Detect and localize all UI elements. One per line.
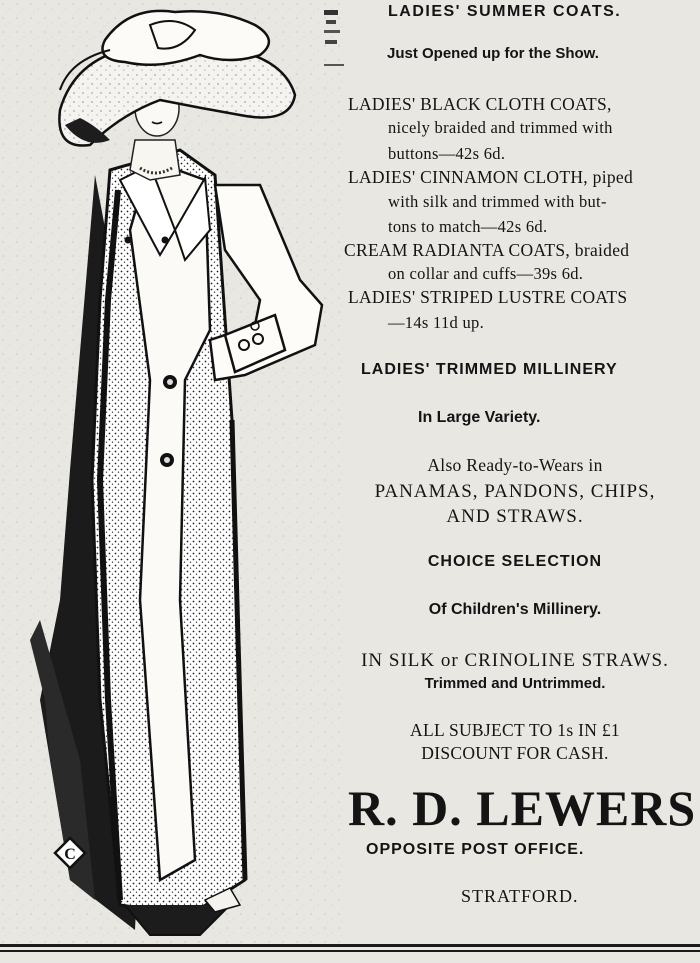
- merchant-name: R. D. LEWERS: [348, 780, 697, 836]
- choice-selection-heading: CHOICE SELECTION: [427, 553, 603, 570]
- hat-styles-line-1: PANAMAS, PANDONS, CHIPS,: [374, 481, 656, 502]
- millinery-heading: LADIES' TRIMMED MILLINERY: [361, 361, 618, 378]
- blouse-neck: [130, 140, 180, 180]
- advertisement-copy: [330, 0, 700, 945]
- straw-materials-line: IN SILK or CRINOLINE STRAWS.: [361, 650, 669, 671]
- coat-item-3-desc: on collar and cuffs—39s 6d.: [388, 264, 584, 283]
- coat-item-1-title: LADIES' BLACK CLOTH COATS,: [348, 94, 612, 114]
- coats-heading: LADIES' SUMMER COATS.: [388, 3, 622, 20]
- coat-item-1-desc: nicely braided and trimmed with: [388, 118, 613, 137]
- merchant-location: OPPOSITE POST OFFICE.: [366, 841, 585, 858]
- coat-item-2-title: LADIES' CINNAMON CLOTH, piped: [348, 167, 634, 187]
- fashion-illustration: [0, 0, 345, 945]
- discount-line-2: DISCOUNT FOR CASH.: [421, 743, 609, 763]
- discount-line-1: ALL SUBJECT TO 1s IN £1: [410, 720, 620, 740]
- coat-item-3-title: CREAM RADIANTA COATS, braided: [344, 240, 630, 260]
- bottom-rule-thin: [0, 950, 700, 952]
- coats-subheading: Just Opened up for the Show.: [387, 45, 599, 62]
- collar-button-1: [162, 237, 169, 244]
- bottom-rule-thick: [0, 944, 700, 947]
- coat-button-1-center: [167, 379, 173, 385]
- childrens-millinery-subheading: Of Children's Millinery.: [428, 601, 602, 618]
- trim-note: Trimmed and Untrimmed.: [424, 675, 606, 692]
- coat-item-4-price: —14s 11d up.: [388, 313, 485, 332]
- maker-mark-letter: C: [64, 846, 76, 863]
- coat-item-4-title: LADIES' STRIPED LUSTRE COATS: [348, 287, 628, 307]
- ready-to-wear-line: Also Ready-to-Wears in: [427, 455, 603, 475]
- collar-button-2: [125, 237, 132, 244]
- millinery-subheading: In Large Variety.: [418, 409, 541, 426]
- coat-item-1-price: buttons—42s 6d.: [388, 144, 506, 163]
- merchant-town: STRATFORD.: [461, 886, 579, 906]
- coat-item-2-desc: with silk and trimmed with but-: [388, 192, 607, 211]
- hat-styles-line-2: AND STRAWS.: [446, 506, 584, 527]
- coat-item-2-price: tons to match—42s 6d.: [388, 217, 548, 236]
- coat-button-2-center: [164, 457, 170, 463]
